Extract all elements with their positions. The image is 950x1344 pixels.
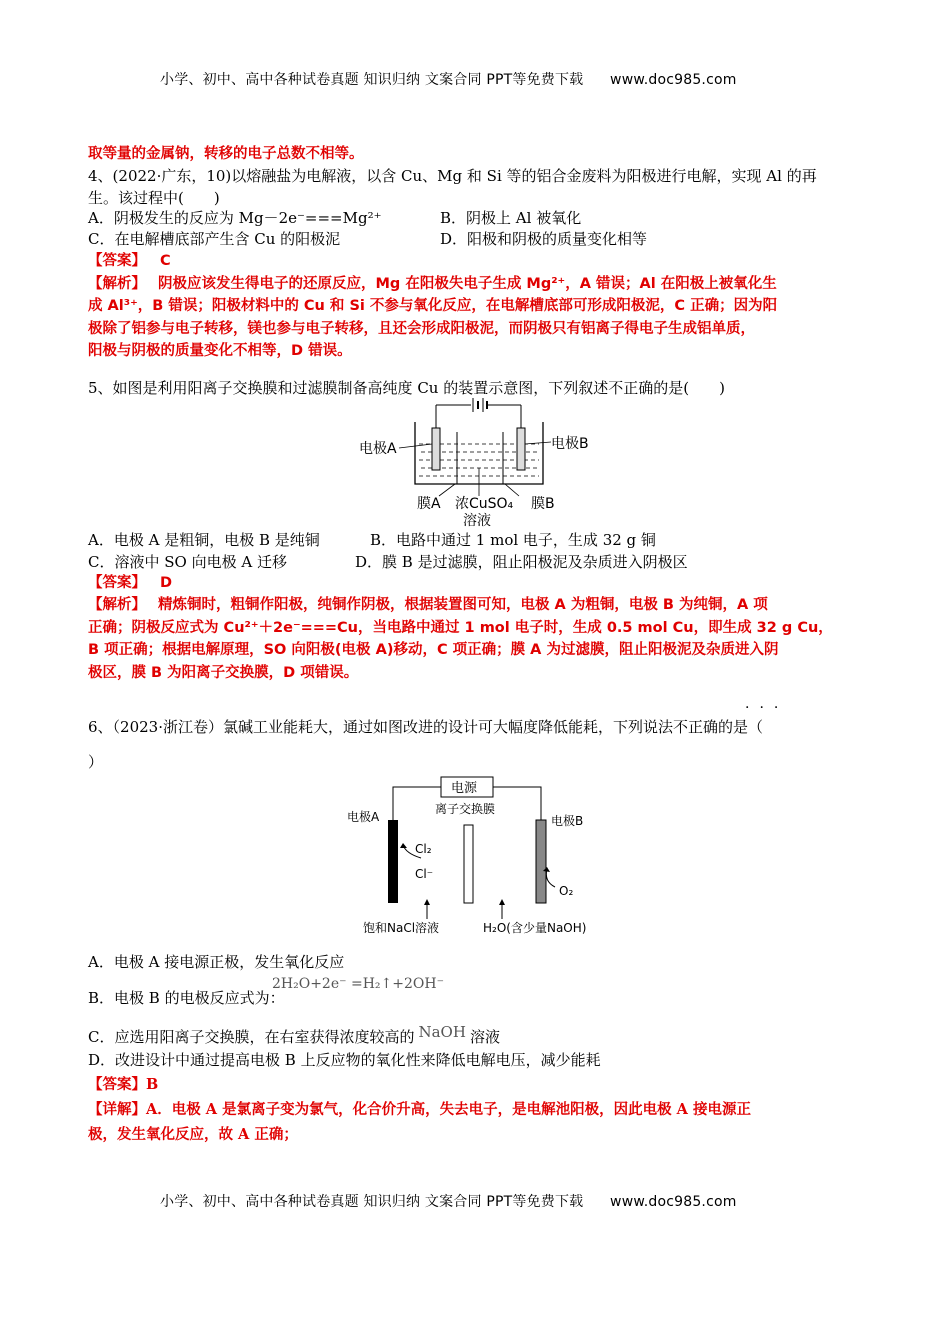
q5-label-electrode-b: 电极B: [551, 436, 589, 452]
q4-answer-value: C: [160, 253, 171, 269]
q6-label-cl2: Cl₂: [415, 842, 432, 856]
q5-option-a: A．电极 A 是粗铜，电极 B 是纯铜: [88, 531, 320, 549]
q6-answer-label: 【答案】: [88, 1076, 146, 1093]
q5-label-solution: 浓CuSO₄: [455, 496, 514, 512]
prev-answer-tail: 取等量的金属钠，转移的电子总数不相等。: [88, 146, 364, 162]
q4-answer-label: 【答案】: [88, 253, 146, 269]
q4-option-a: A．阴极发生的反应为 Mg－2e⁻===Mg²⁺: [88, 209, 382, 227]
q6-label-right-solution: H₂O(含少量NaOH): [483, 921, 587, 935]
q6-option-a: A．电极 A 接电源正极，发生氧化反应: [88, 953, 345, 971]
q6-detail-text1: A．电极 A 是氯离子变为氯气，化合价升高，失去电子，是电解池阳极，因此电极 A 接电源正: [146, 1101, 751, 1118]
q6-electrode-b: [536, 820, 546, 903]
q4-stem-line2: 生。该过程中( ): [88, 189, 220, 207]
q6-stem-line1: 6、（2023·浙江卷）氯碱工业能耗大，通过如图改进的设计可大幅度降低能耗，下列说法不正确的是（: [88, 718, 763, 736]
q6-label-electrode-b: 电极B: [551, 814, 584, 828]
q5-option-b: B．电路中通过 1 mol 电子，生成 32 g 铜: [370, 531, 656, 549]
q4-analysis-line1: [88, 273, 777, 295]
q5-answer-label: 【答案】: [88, 575, 146, 591]
q4-analysis-line2: 成 Al³⁺，B 错误；阳极材料中的 Cu 和 Si 不参与氧化反应，在电解槽底部可形成阳极泥，C 正确；因为阳: [88, 298, 778, 314]
q6-label-o2: O₂: [559, 884, 574, 898]
q6-detail-label: 【详解】: [88, 1101, 146, 1118]
footer-text: 小学、初中、高中各种试卷真题 知识归纳 文案合同 PPT等免费下载: [160, 1194, 584, 1210]
q5-analysis-line4: 极区，膜 B 为阳离子交换膜，D 项错误。: [88, 665, 359, 681]
q4-analysis-line4: 阳极与阴极的质量变化不相等，D 错误。: [88, 343, 352, 359]
q5-analysis-label: 【解析】: [88, 597, 146, 613]
q4-option-d: D．阳极和阴极的质量变化相等: [440, 230, 648, 248]
q4-analysis-text1: 阴极应该发生得电子的还原反应，Mg 在阳极失电子生成 Mg²⁺，A 错误；Al 在阳极上被氧化生: [158, 276, 777, 292]
q5-electrode-b: [517, 428, 525, 470]
q5-label-membrane-a: 膜A: [417, 496, 441, 512]
q5-answer: [88, 572, 172, 594]
q6-answer-value: B: [146, 1076, 159, 1093]
q5-option-d: D．膜 B 是过滤膜，阻止阳极泥及杂质进入阴极区: [355, 553, 688, 571]
q5-analysis-text1: 精炼铜时，粗铜作阳极，纯铜作阴极，根据装置图可知，电极 A 为粗铜，电极 B 为纯铜，A 项: [158, 597, 768, 613]
q5-electrolysis-figure: [355, 398, 600, 530]
page-header: [160, 69, 737, 89]
q5-analysis-line1: [88, 594, 768, 616]
q4-stem-line1: 4、(2022·广东，10)以熔融盐为电解液，以含 Cu、Mg 和 Si 等的铝合金废料为阳极进行电解，实现 Al 的再: [88, 167, 817, 185]
q6-label-left-solution: 饱和NaCl溶液: [363, 921, 440, 935]
q5-label-solution2: 溶液: [463, 513, 491, 529]
q4-analysis-line3: 极除了铝参与电子转移，镁也参与电子转移，且还会形成阳极泥，而阴极只有铝离子得电子生成铝单质，: [88, 321, 755, 337]
q6-ion-membrane: [464, 825, 473, 903]
q6-label-power: 电源: [451, 781, 478, 796]
q5-analysis-line3: B 项正确；根据电解原理，SO 向阳极(电极 A)移动，C 项正确；膜 A 为过滤膜，阻止阳极泥及杂质进入阴: [88, 642, 779, 658]
q6-chlor-alkali-figure: [345, 775, 610, 940]
q6-label-cl-minus: Cl⁻: [415, 867, 434, 881]
q6-option-c-naoh: NaOH: [418, 1023, 466, 1041]
q6-electrode-a: [388, 820, 398, 903]
q6-label-electrode-a: 电极A: [347, 810, 380, 824]
q6-option-b-equation: 2H₂O+2e⁻ =H₂↑+2OH⁻: [272, 976, 444, 992]
q4-option-c: C．在电解槽底部产生含 Cu 的阳极泥: [88, 230, 341, 248]
q6-option-c-text1: C．应选用阳离子交换膜，在右室获得浓度较高的: [88, 1028, 415, 1046]
q6-detail-line2: 极，发生氧化反应，故 A 正确；: [88, 1126, 298, 1143]
q6-answer: [88, 1074, 158, 1096]
q5-option-c: C．溶液中 SO 向电极 A 迁移: [88, 553, 287, 571]
emphasis-dots: ···: [745, 700, 789, 716]
header-site: www.doc985.com: [610, 72, 737, 88]
q5-analysis-line2: 正确；阴极反应式为 Cu²⁺＋2e⁻===Cu，当电路中通过 1 mol 电子时，生成 0.5 mol Cu，即生成 32 g Cu，: [88, 620, 833, 636]
q6-option-c: [88, 1023, 500, 1048]
q6-label-membrane: 离子交换膜: [435, 802, 496, 816]
q6-stem-line2: ）: [88, 753, 104, 771]
q6-detail-line1: [88, 1099, 751, 1121]
q4-option-b: B．阴极上 Al 被氧化: [440, 209, 582, 227]
q5-stem: 5、如图是利用阳离子交换膜和过滤膜制备高纯度 Cu 的装置示意图，下列叙述不正确的是( ): [88, 379, 725, 397]
header-text: 小学、初中、高中各种试卷真题 知识归纳 文案合同 PPT等免费下载: [160, 72, 584, 88]
q5-label-membrane-b: 膜B: [531, 496, 555, 512]
q4-answer: [88, 250, 171, 272]
q4-analysis-label: 【解析】: [88, 276, 146, 292]
q6-option-b: B．电极 B 的电极反应式为：: [88, 989, 285, 1007]
q6-option-c-text2: 溶液: [469, 1028, 500, 1046]
q6-option-d: D．改进设计中通过提高电极 B 上反应物的氧化性来降低电解电压，减少能耗: [88, 1051, 601, 1069]
q5-answer-value: D: [160, 575, 173, 591]
footer-site: www.doc985.com: [610, 1194, 737, 1210]
q5-electrode-a: [432, 428, 440, 470]
q5-label-electrode-a: 电极A: [359, 441, 397, 457]
page-footer: [160, 1191, 737, 1211]
